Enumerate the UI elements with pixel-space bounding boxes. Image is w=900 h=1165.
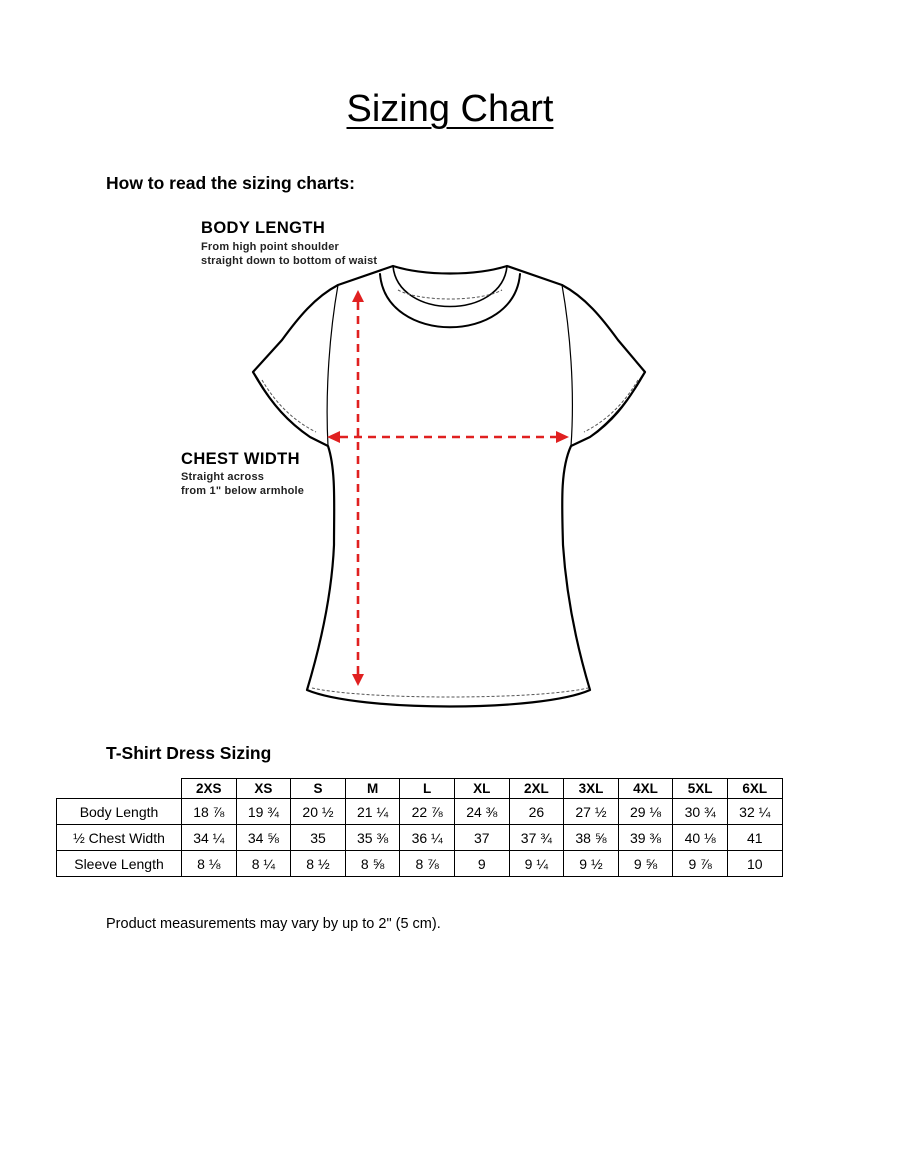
howto-heading: How to read the sizing charts: (106, 173, 355, 193)
table-cell: 10 (727, 851, 782, 877)
table-corner (57, 779, 182, 799)
table-cell: 40 ⅛ (673, 825, 728, 851)
section-title: T-Shirt Dress Sizing (106, 743, 272, 763)
table-cell: 38 ⅝ (564, 825, 619, 851)
body-length-arrow (352, 290, 364, 686)
chest-width-arrow (327, 431, 569, 443)
size-header: XS (236, 779, 291, 799)
table-cell: 39 ⅜ (618, 825, 673, 851)
table-cell: 9 ½ (564, 851, 619, 877)
table-cell: 20 ½ (291, 799, 346, 825)
table-cell: 9 ⅝ (618, 851, 673, 877)
table-cell: 8 ⅛ (182, 851, 237, 877)
size-header: 3XL (564, 779, 619, 799)
table-cell: 8 ⅝ (345, 851, 400, 877)
table-cell: 41 (727, 825, 782, 851)
row-label: Body Length (57, 799, 182, 825)
size-header: 6XL (727, 779, 782, 799)
table-cell: 24 ⅜ (454, 799, 509, 825)
size-header: 5XL (673, 779, 728, 799)
table-cell: 26 (509, 799, 564, 825)
page-title: Sizing Chart (346, 88, 554, 130)
chest-width-desc-2: from 1" below armhole (181, 485, 305, 497)
chest-width-heading: CHEST WIDTH (181, 450, 300, 468)
table-cell: 35 ⅜ (345, 825, 400, 851)
table-cell: 37 (454, 825, 509, 851)
size-header: S (291, 779, 346, 799)
row-label: ½ Chest Width (57, 825, 182, 851)
table-cell: 30 ¾ (673, 799, 728, 825)
sizing-table (56, 778, 783, 877)
body-length-desc-1: From high point shoulder (201, 241, 340, 253)
table-cell: 21 ¼ (345, 799, 400, 825)
size-header: 4XL (618, 779, 673, 799)
table-cell: 36 ¼ (400, 825, 455, 851)
table-row (57, 851, 783, 877)
table-cell: 9 ⅞ (673, 851, 728, 877)
table-cell: 29 ⅛ (618, 799, 673, 825)
table-cell: 32 ¼ (727, 799, 782, 825)
row-label: Sleeve Length (57, 851, 182, 877)
table-cell: 27 ½ (564, 799, 619, 825)
size-header-row (57, 779, 783, 799)
table-cell: 35 (291, 825, 346, 851)
table-cell: 19 ¾ (236, 799, 291, 825)
measurement-note: Product measurements may vary by up to 2" (5 cm). (106, 916, 441, 932)
table-cell: 8 ⅞ (400, 851, 455, 877)
size-header: 2XS (182, 779, 237, 799)
size-header: 2XL (509, 779, 564, 799)
size-header: M (345, 779, 400, 799)
table-row (57, 799, 783, 825)
size-header: XL (454, 779, 509, 799)
table-cell: 18 ⅞ (182, 799, 237, 825)
tshirt-outline-icon (253, 266, 645, 707)
body-length-heading: BODY LENGTH (201, 219, 326, 237)
table-cell: 9 ¼ (509, 851, 564, 877)
table-cell: 34 ⅝ (236, 825, 291, 851)
stitch-lines (262, 290, 638, 697)
table-row (57, 825, 783, 851)
table-cell: 8 ¼ (236, 851, 291, 877)
table-cell: 22 ⅞ (400, 799, 455, 825)
table-cell: 9 (454, 851, 509, 877)
table-cell: 34 ¼ (182, 825, 237, 851)
table-cell: 8 ½ (291, 851, 346, 877)
chest-width-desc-1: Straight across (181, 471, 265, 483)
table-cell: 37 ¾ (509, 825, 564, 851)
size-header: L (400, 779, 455, 799)
body-length-desc-2: straight down to bottom of waist (201, 255, 378, 267)
